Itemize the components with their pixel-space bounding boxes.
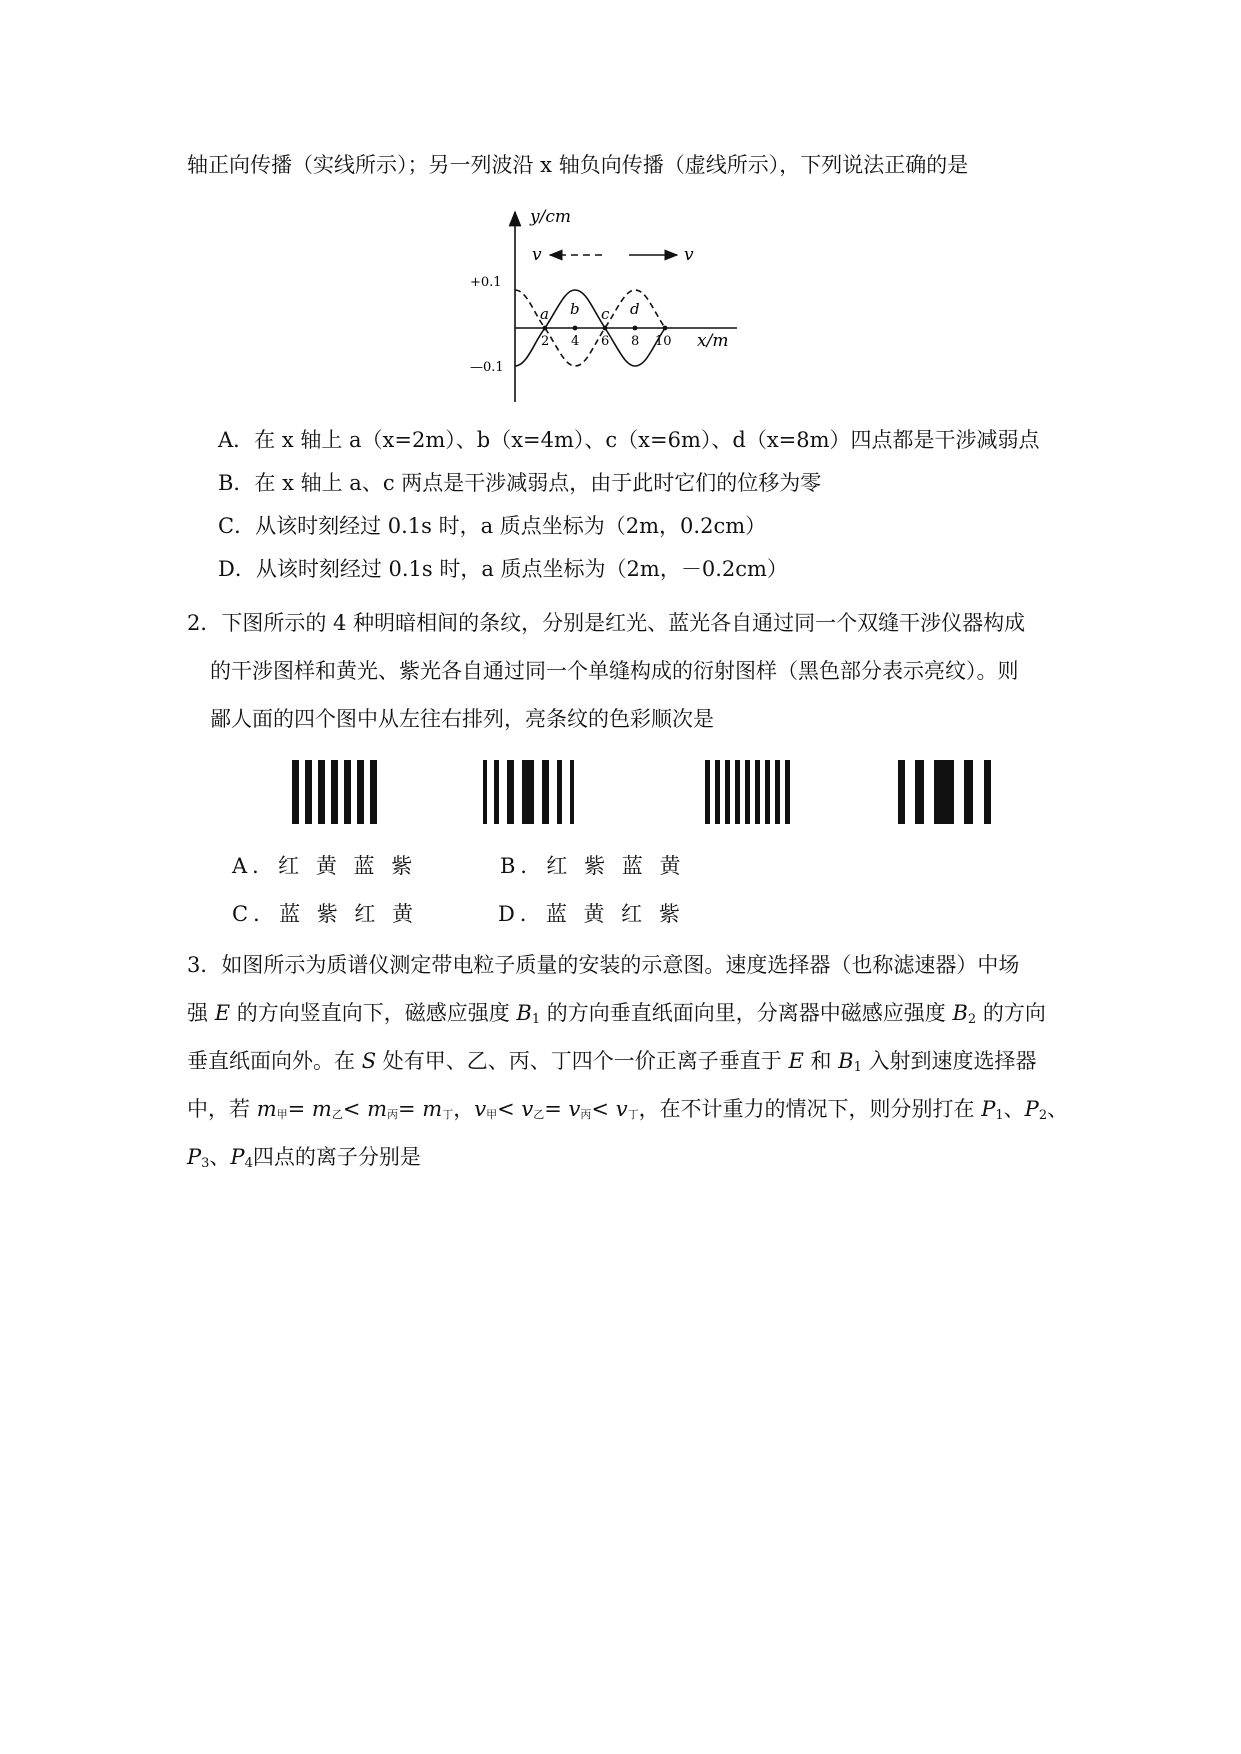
point-d-label: d [630,300,640,318]
point-c-dot [603,326,608,331]
q3-text: 四点的离子分别是 [252,1145,421,1169]
v-left-label: v [532,245,542,265]
q3-text: 、 [209,1145,231,1169]
subscript: 丁 [442,1108,454,1121]
q3-text: ，在不计重力的情况下，则分别打在 [638,1097,982,1121]
symbol-v: v [521,1097,534,1121]
q3-text: 、 [1003,1097,1025,1121]
q2-option-a: A．红 黄 蓝 紫 [232,854,418,878]
symbol-v: v [474,1097,487,1121]
point-a-dot [543,326,548,331]
fringe-pattern-4 [898,760,1003,824]
subscript: 乙 [533,1108,545,1121]
q3-text: ， [453,1097,475,1121]
q1-option-c: C．从该时刻经过 0.1s 时，a 质点坐标为（2m，0.2cm） [218,514,767,538]
subscript: 丁 [627,1108,639,1121]
symbol-v: v [615,1097,628,1121]
point-10-dot [663,326,668,331]
tick-8: 8 [631,334,640,349]
q3-text: 和 [803,1049,839,1073]
q3-line-2 [187,1000,1046,1026]
q3-text: 处有甲、乙、丙、丁四个一价正离子垂直于 [376,1049,789,1073]
q3-text: 的方向竖直向下，磁感应强度 [230,1001,517,1025]
y-pos-label: +0.1 [470,275,502,290]
tick-10: 10 [655,334,672,349]
symbol-s: S [361,1049,377,1073]
point-a-label: a [540,305,549,323]
q3-text: 中，若 [187,1097,257,1121]
q2-line-2: 的干涉图样和黄光、紫光各自通过同一个单缝构成的衍射图样（黑色部分表示亮纹）。则 [210,659,1019,683]
symbol-m: m [367,1097,388,1121]
subscript: 4 [244,1156,253,1171]
subscript: 2 [967,1012,977,1027]
subscript: 丙 [580,1108,592,1121]
q1-option-d: D．从该时刻经过 0.1s 时，a 质点坐标为（2m，－0.2cm） [218,557,788,581]
symbol-b: B [516,1001,532,1025]
q3-text: < [591,1097,616,1121]
subscript: 2 [1038,1108,1048,1123]
subscript: 丙 [387,1108,399,1121]
q3-text: = [544,1097,569,1121]
q1-option-b: B．在 x 轴上 a、c 两点是干涉减弱点，由于此时它们的位移为零 [218,471,822,495]
x-axis-label: x/m [697,331,729,351]
q3-text: < [342,1097,368,1121]
tick-2: 2 [541,334,550,349]
tick-6: 6 [601,334,610,349]
point-b-dot [573,326,578,331]
q3-text: 垂直纸面向外。在 [187,1049,362,1073]
symbol-m: m [256,1097,277,1121]
tick-4: 4 [571,334,580,349]
subscript: 1 [995,1108,1004,1123]
y-neg-label: —0.1 [470,360,504,375]
q3-text: = [398,1097,423,1121]
symbol-p: P [981,1097,996,1121]
q1-intro: 轴正向传播（实线所示）；另一列波沿 x 轴负向传播（虚线所示），下列说法正确的是 [187,153,969,177]
symbol-e: E [214,1001,231,1025]
q3-line-4 [187,1096,1068,1122]
q3-text: 入射到速度选择器 [861,1049,1037,1073]
symbol-b: B [952,1001,968,1025]
q3-line-5 [187,1144,421,1170]
wave-graph [462,204,762,404]
x-ticks [541,334,672,349]
symbol-b: B [838,1049,854,1073]
symbol-p: P [187,1145,202,1169]
q2-option-b: B．红 紫 蓝 黄 [500,854,686,878]
q1-option-a: A．在 x 轴上 a（x=2m）、b（x=4m）、c（x=6m）、d（x=8m）四点都是干涉减弱点 [218,428,1040,452]
q2-line-3: 鄙人面的四个图中从左往右排列，亮条纹的色彩顺次是 [210,707,714,731]
q2-option-d: D．蓝 黄 红 紫 [498,902,685,926]
q3-text: 强 [187,1001,215,1025]
subscript: 1 [531,1012,541,1027]
symbol-p: P [1024,1097,1039,1121]
q3-text: < [497,1097,522,1121]
q3-line-1: 3．如图所示为质谱仪测定带电粒子质量的安装的示意图。速度选择器（也称滤速器）中场 [187,953,1020,977]
q3-text: 的方向 [976,1001,1046,1025]
subscript: 甲 [486,1108,498,1121]
v-right-label: v [684,245,694,265]
subscript: 乙 [331,1108,343,1121]
subscript: 1 [853,1060,862,1075]
symbol-v: v [568,1097,581,1121]
q3-line-3 [187,1048,1037,1074]
point-b-label: b [570,300,580,318]
q2-line-1: 2．下图所示的 4 种明暗相间的条纹，分别是红光、蓝光各自通过同一个双缝干涉仪器构成 [187,611,1026,635]
symbol-p: P [230,1145,245,1169]
subscript: 甲 [276,1108,288,1121]
y-axis-label: y/cm [530,207,571,227]
q3-text: 、 [1047,1097,1069,1121]
q3-text: 的方向垂直纸面向里，分离器中磁感应强度 [540,1001,953,1025]
q3-text: = [287,1097,312,1121]
symbol-m: m [311,1097,332,1121]
point-c-label: c [601,305,610,323]
fringe-pattern-3 [705,760,795,824]
symbol-m: m [422,1097,443,1121]
subscript: 3 [201,1156,210,1171]
fringe-pattern-1 [292,760,382,824]
point-d-dot [633,326,638,331]
fringe-pattern-2 [483,760,583,824]
q2-option-c: C．蓝 紫 红 黄 [232,902,419,926]
symbol-e: E [788,1049,804,1073]
